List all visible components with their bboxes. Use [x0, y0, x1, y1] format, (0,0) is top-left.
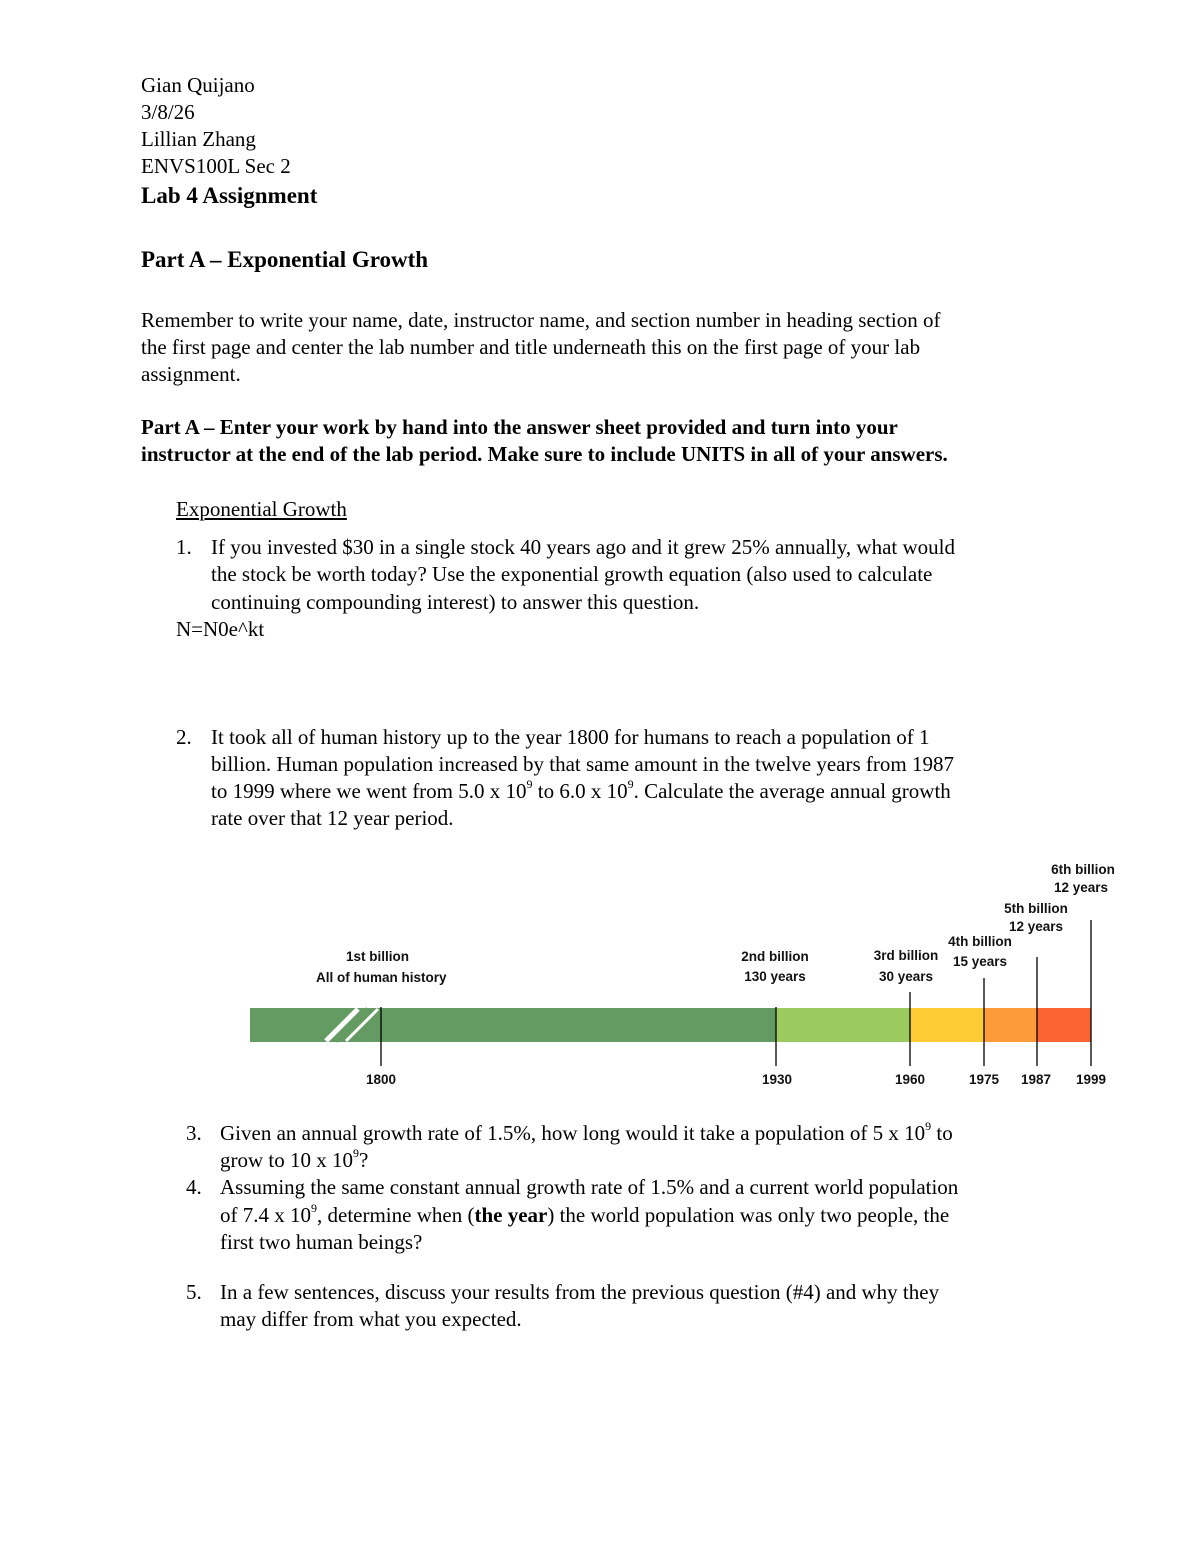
- milestone-label: 130 years: [744, 969, 806, 984]
- question-2-line: to 1999 where we went from 5.0 x $10^9$ to 6.0 x $10^9$. Calculate the average annual growth: [211, 777, 951, 803]
- exponential-growth-subheading: Exponential Growth: [176, 497, 347, 521]
- milestone-label: 2nd billion: [741, 949, 809, 964]
- year-label: 1800: [365, 1072, 397, 1087]
- instructions-line: the first page and center the lab number and title underneath this on the first page of your lab: [141, 335, 921, 359]
- milestone-label: All of human history: [316, 970, 447, 985]
- year-label: 1999: [1075, 1072, 1107, 1087]
- year-label: 1960: [894, 1072, 926, 1087]
- milestone-label: 6th billion: [1051, 862, 1115, 877]
- question-1-line: continuing compounding interest) to answer this question.: [211, 590, 700, 614]
- part-a-heading: Part A – Exponential Growth: [141, 247, 429, 272]
- section-number: ENVS100L Sec 2: [141, 154, 291, 178]
- milestone-label: 30 years: [878, 969, 934, 984]
- document-title: Lab 4 Assignment: [141, 183, 318, 208]
- question-2-line: It took all of human history up to the year 1800 for humans to reach a population of 1: [211, 725, 930, 749]
- milestone-label: 5th billion: [1004, 901, 1068, 916]
- part-a-note-line: instructor at the end of the lab period. Make sure to include UNITS in all of your answers.: [141, 442, 948, 466]
- question-number: 4.: [186, 1175, 202, 1199]
- milestone-label: 4th billion: [948, 934, 1012, 949]
- instructions-line: assignment.: [141, 362, 241, 386]
- instructions-line: Remember to write your name, date, instructor name, and section number in heading section of: [141, 308, 941, 332]
- timeline-segment-3: [910, 1008, 984, 1042]
- question-number: 2.: [176, 725, 192, 749]
- question-5-line: may differ from what you expected.: [220, 1307, 522, 1331]
- question-1-line: the stock be worth today? Use the exponential growth equation (also used to calculate: [211, 562, 933, 586]
- timeline-segment-5: [1037, 1008, 1091, 1042]
- year-label: 1930: [761, 1072, 793, 1087]
- timeline-bar: [250, 1008, 1091, 1042]
- question-number: 5.: [186, 1280, 202, 1304]
- milestone-label: 1st billion: [346, 949, 410, 964]
- student-name: Gian Quijano: [141, 73, 255, 97]
- date: 3/8/26: [141, 100, 195, 124]
- milestone-label: 15 years: [952, 954, 1008, 969]
- question-1-line: If you invested $30 in a single stock 40 years ago and it grew 25% annually, what would: [211, 535, 955, 559]
- question-4-line: of 7.4 x $10^9$, determine when (the year) the world population was only two people, the: [220, 1201, 950, 1227]
- timeline-segment-2: [776, 1008, 910, 1042]
- instructor-name: Lillian Zhang: [141, 127, 256, 151]
- milestone-label: 12 years: [1053, 880, 1109, 895]
- timeline-segment-4: [984, 1008, 1037, 1042]
- question-3-line: grow to 10 x $10^9$?: [220, 1146, 369, 1172]
- question-number: 3.: [186, 1121, 202, 1145]
- question-2-line: billion. Human population increased by that same amount in the twelve years from 1987: [211, 752, 954, 776]
- question-3-line: Given an annual growth rate of 1.5%, how long would it take a population of 5 x $10^9$ to: [220, 1119, 953, 1145]
- question-4-line: first two human beings?: [220, 1230, 423, 1254]
- question-5-line: In a few sentences, discuss your results from the previous question (#4) and why they: [220, 1280, 940, 1304]
- milestone-label: 12 years: [1008, 919, 1064, 934]
- year-label: 1975: [968, 1072, 1000, 1087]
- year-label: 1987: [1020, 1072, 1052, 1087]
- question-number: 1.: [176, 535, 192, 559]
- question-2-line: rate over that 12 year period.: [211, 806, 454, 830]
- milestone-label: 3rd billion: [873, 948, 939, 963]
- question-1-answer: N=N0e^kt: [176, 617, 265, 641]
- part-a-note-line: Part A – Enter your work by hand into the answer sheet provided and turn into your: [141, 415, 898, 439]
- question-4-line: Assuming the same constant annual growth rate of 1.5% and a current world population: [220, 1175, 959, 1199]
